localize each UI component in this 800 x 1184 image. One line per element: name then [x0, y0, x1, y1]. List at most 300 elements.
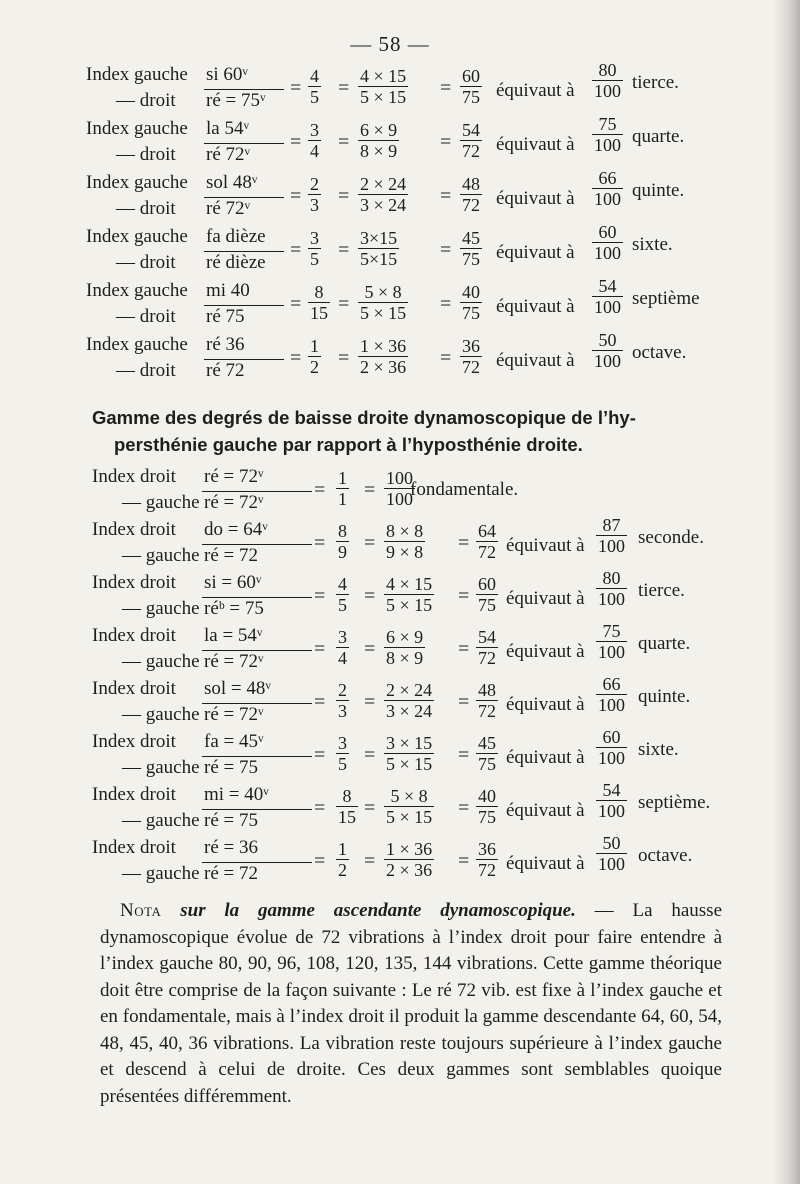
ratio-expanded-denominator: 5 × 15: [360, 303, 407, 323]
ratio-simple-numerator: 4: [310, 66, 319, 86]
ratio-expanded-numerator: 4 × 15: [360, 66, 407, 86]
heading-line-1: Gamme des degrés de baisse droite dynamoscopique de l’hy-: [92, 407, 636, 428]
row-left-note: mi = 40ᵛ: [204, 784, 269, 805]
row-left-label: Index droit: [92, 466, 176, 487]
equals-sign: =: [364, 638, 376, 660]
ratio-vibrations: [460, 66, 482, 107]
ratio-simple-numerator: 8: [314, 282, 324, 302]
ratio-simple: [336, 839, 349, 880]
equals-sign: =: [290, 347, 302, 369]
ratio-simple-numerator: 3: [338, 733, 347, 753]
row-right-label: — gauche: [122, 545, 200, 566]
row-right-label: — droit: [116, 360, 176, 381]
ratio-simple: [336, 786, 358, 827]
ratio-vibrations: [460, 120, 482, 161]
ratio-percent-numerator: 75: [602, 621, 621, 641]
ratio-simple: [308, 120, 321, 161]
table-upper: [86, 60, 726, 388]
ratio-vibrations-numerator: 48: [462, 174, 480, 194]
row-right-note: ré = 72: [204, 863, 258, 884]
row-left-label: Index droit: [92, 572, 176, 593]
ratio-vibrations: [460, 228, 482, 269]
ratio-expanded: [358, 228, 399, 269]
ratio-simple-denominator: 15: [338, 807, 356, 827]
row-right-note: ré 72ᵛ: [206, 144, 251, 165]
equals-sign: =: [440, 131, 452, 153]
equals-sign: =: [364, 797, 376, 819]
row-right-label: — gauche: [122, 757, 200, 778]
ratio-simple-denominator: 4: [338, 648, 347, 668]
row-rule: [204, 305, 284, 306]
row-right-note: ré 72: [206, 360, 245, 381]
ratio-expanded-denominator: 2 × 36: [386, 860, 433, 880]
equals-sign: =: [314, 479, 326, 501]
ratio-percent: [596, 780, 627, 821]
ratio-simple-denominator: 2: [338, 860, 347, 880]
equals-sign: =: [364, 532, 376, 554]
ratio-expanded-numerator: 5 × 8: [364, 282, 402, 302]
equals-sign: =: [440, 347, 452, 369]
equivalence-text: équivaut à: [506, 800, 585, 821]
ratio-expanded: [384, 521, 425, 562]
equals-sign: =: [290, 185, 302, 207]
equivalence-text: équivaut à: [506, 588, 585, 609]
row-left-note: mi 40: [206, 280, 250, 301]
ratio-percent-numerator: 87: [602, 515, 621, 535]
equals-sign: =: [364, 585, 376, 607]
ratio-simple-denominator: 3: [310, 195, 319, 215]
table-row: [86, 222, 726, 280]
equals-sign: =: [440, 77, 452, 99]
ratio-simple: [336, 627, 349, 668]
interval-name: octave.: [632, 342, 687, 363]
ratio-expanded-denominator: 3 × 24: [360, 195, 407, 215]
equals-sign: =: [458, 744, 470, 766]
ratio-percent-numerator: 60: [598, 222, 617, 242]
ratio-expanded: [358, 336, 408, 377]
row-right-note: ré = 72ᵛ: [204, 651, 264, 672]
ratio-vibrations-numerator: 54: [462, 120, 480, 140]
row-right-label: — droit: [116, 198, 176, 219]
row-rule: [204, 197, 284, 198]
ratio-vibrations: [476, 574, 498, 615]
equals-sign: =: [314, 744, 326, 766]
ratio-simple: [336, 521, 349, 562]
ratio-expanded-numerator: 6 × 9: [386, 627, 424, 647]
ratio-vibrations-denominator: 72: [478, 542, 496, 562]
row-right-label: — droit: [116, 90, 176, 111]
row-right-label: — gauche: [122, 651, 200, 672]
row-left-label: Index droit: [92, 678, 176, 699]
interval-name: octave.: [638, 845, 693, 866]
ratio-simple-numerator: 2: [310, 174, 319, 194]
ratio-expanded: [358, 120, 399, 161]
ratio-percent-denominator: 100: [594, 189, 621, 209]
equivalence-text: équivaut à: [496, 80, 575, 101]
equals-sign: =: [458, 850, 470, 872]
row-left-note: ré 36: [206, 334, 245, 355]
equals-sign: =: [458, 691, 470, 713]
row-rule: [204, 359, 284, 360]
ratio-simple-denominator: 3: [338, 701, 347, 721]
ratio-expanded: [384, 733, 434, 774]
equals-sign: =: [364, 744, 376, 766]
ratio-expanded: [384, 786, 434, 827]
row-rule: [204, 89, 284, 90]
row-left-note: la = 54ᵛ: [204, 625, 263, 646]
table-row: [92, 727, 732, 784]
ratio-percent-denominator: 100: [594, 351, 621, 371]
ratio-vibrations-numerator: 40: [478, 786, 496, 806]
table-row: [92, 466, 732, 519]
ratio-percent: [596, 515, 627, 556]
row-left-note: si 60ᵛ: [206, 64, 249, 85]
equals-sign: =: [440, 239, 452, 261]
equals-sign: =: [314, 797, 326, 819]
row-left-note: sol 48ᵛ: [206, 172, 258, 193]
ratio-vibrations-numerator: 60: [462, 66, 480, 86]
ratio-simple: [336, 733, 349, 774]
interval-name: quinte.: [632, 180, 685, 201]
ratio-vibrations-numerator: 45: [478, 733, 496, 753]
ratio-percent: [596, 727, 627, 768]
ratio-vibrations-numerator: 36: [478, 839, 496, 859]
equivalence-text: équivaut à: [506, 694, 585, 715]
equals-sign: =: [338, 131, 350, 153]
interval-name: tierce.: [632, 72, 679, 93]
row-left-note: do = 64ᵛ: [204, 519, 268, 540]
equals-sign: =: [290, 239, 302, 261]
heading-line-2: persthénie gauche par rapport à l’hyposthénie droite.: [114, 434, 583, 455]
row-left-note: ré = 72ᵛ: [204, 466, 264, 487]
interval-name: tierce.: [638, 580, 685, 601]
ratio-vibrations: [476, 786, 498, 827]
equivalence-text: équivaut à: [506, 853, 585, 874]
row-left-label: Index gauche: [86, 118, 188, 139]
ratio-vibrations-numerator: 40: [462, 282, 480, 302]
ratio-vibrations-denominator: 72: [462, 357, 480, 377]
equals-sign: =: [458, 532, 470, 554]
ratio-vibrations-numerator: 60: [478, 574, 496, 594]
ratio-expanded-denominator: 5 × 15: [386, 595, 433, 615]
ratio-expanded-denominator: 2 × 36: [360, 357, 407, 377]
row-left-label: Index droit: [92, 784, 176, 805]
row-right-note: ré = 72ᵛ: [204, 704, 264, 725]
interval-name: quarte.: [632, 126, 685, 147]
ratio-expanded-denominator: 9 × 8: [386, 542, 424, 562]
note-title: sur la gamme ascendante dynamoscopique.: [180, 900, 576, 921]
ratio-expanded-numerator: 1 × 36: [360, 336, 407, 356]
note-label: Nota: [120, 900, 162, 921]
ratio-vibrations-denominator: 75: [462, 303, 480, 323]
ratio-vibrations-denominator: 72: [462, 141, 480, 161]
equivalence-text: équivaut à: [506, 641, 585, 662]
row-rule: [204, 251, 284, 252]
ratio-expanded-numerator: 3 × 15: [386, 733, 433, 753]
table-row: [92, 674, 732, 731]
ratio-expanded: [358, 174, 408, 215]
ratio-vibrations-numerator: 54: [478, 627, 496, 647]
table-row: [86, 330, 726, 388]
ratio-percent-denominator: 100: [598, 801, 625, 821]
ratio-expanded-numerator: 8 × 8: [386, 521, 424, 541]
equals-sign: =: [338, 185, 350, 207]
equals-sign: =: [440, 185, 452, 207]
ratio-percent: [596, 674, 627, 715]
equals-sign: =: [314, 532, 326, 554]
interval-name: seconde.: [638, 527, 704, 548]
equals-sign: =: [314, 691, 326, 713]
ratio-expanded-denominator: 8 × 9: [360, 141, 398, 161]
ratio-percent-denominator: 100: [594, 135, 621, 155]
ratio-simple-denominator: 5: [310, 249, 319, 269]
equals-sign: =: [314, 585, 326, 607]
row-rule: [202, 862, 312, 863]
table-row: [92, 833, 732, 890]
row-right-note: ré 72ᵛ: [206, 198, 251, 219]
ratio-vibrations-denominator: 75: [462, 87, 480, 107]
row-right-label: — gauche: [122, 492, 200, 513]
row-left-note: la 54ᵛ: [206, 118, 250, 139]
ratio-percent: [592, 168, 623, 209]
ratio-vibrations-denominator: 75: [478, 595, 496, 615]
ratio-vibrations: [460, 282, 482, 323]
equals-sign: =: [314, 850, 326, 872]
ratio-vibrations-numerator: 48: [478, 680, 496, 700]
ratio-simple-numerator: 3: [338, 627, 347, 647]
ratio-percent-denominator: 100: [598, 854, 625, 874]
row-right-label: — gauche: [122, 704, 200, 725]
equivalence-text: équivaut à: [506, 747, 585, 768]
row-right-label: — droit: [116, 306, 176, 327]
ratio-simple-numerator: 2: [338, 680, 347, 700]
row-right-note: ré = 75: [204, 810, 258, 831]
row-right-label: — droit: [116, 144, 176, 165]
row-left-label: Index droit: [92, 519, 176, 540]
equals-sign: =: [458, 797, 470, 819]
ratio-expanded: [358, 282, 408, 323]
ratio-simple: [308, 336, 321, 377]
ratio-vibrations: [476, 627, 498, 668]
row-left-note: ré = 36: [204, 837, 258, 858]
ratio-percent-denominator: 100: [598, 536, 625, 556]
ratio-vibrations-denominator: 72: [478, 860, 496, 880]
ratio-simple-denominator: 5: [338, 754, 347, 774]
ratio-expanded-numerator: 3×15: [360, 228, 398, 248]
row-right-note: ré dièze: [206, 252, 266, 273]
ratio-percent-denominator: 100: [598, 748, 625, 768]
equals-sign: =: [290, 293, 302, 315]
ratio-simple-numerator: 1: [338, 839, 347, 859]
equivalence-text: équivaut à: [496, 350, 575, 371]
ratio-simple-denominator: 4: [310, 141, 319, 161]
equals-sign: =: [458, 638, 470, 660]
ratio-percent: [596, 568, 627, 609]
ratio-percent-denominator: 100: [598, 642, 625, 662]
row-right-note: ré = 75ᵛ: [206, 90, 266, 111]
ratio-percent-denominator: 100: [598, 695, 625, 715]
row-right-label: — droit: [116, 252, 176, 273]
ratio-simple-denominator: 9: [338, 542, 347, 562]
ratio-percent-numerator: 66: [602, 674, 621, 694]
ratio-percent-numerator: 50: [598, 330, 617, 350]
interval-name: sixte.: [638, 739, 679, 760]
equals-sign: =: [290, 131, 302, 153]
ratio-percent-numerator: 60: [602, 727, 621, 747]
row-left-label: Index droit: [92, 625, 176, 646]
ratio-simple-numerator: 4: [338, 574, 347, 594]
ratio-percent-numerator: 80: [602, 568, 621, 588]
equals-sign: =: [338, 347, 350, 369]
row-rule: [202, 491, 312, 492]
ratio-expanded: [358, 66, 408, 107]
ratio-simple-numerator: 8: [338, 521, 347, 541]
ratio-expanded-numerator: 2 × 24: [386, 680, 433, 700]
ratio-percent-denominator: 100: [594, 81, 621, 101]
row-right-label: — gauche: [122, 863, 200, 884]
section-heading: [92, 404, 722, 458]
table-row: [86, 114, 726, 172]
equals-sign: =: [338, 239, 350, 261]
page-number: — 58 —: [350, 32, 430, 56]
row-right-note: ré = 72: [204, 545, 258, 566]
table-row: [92, 568, 732, 625]
ratio-expanded: [384, 839, 434, 880]
ratio-percent-numerator: 66: [598, 168, 617, 188]
ratio-simple-numerator: 1: [338, 468, 347, 488]
ratio-expanded-denominator: 5 × 15: [386, 754, 433, 774]
ratio-expanded: [384, 574, 434, 615]
page-edge: [774, 0, 800, 1184]
ratio-percent: [592, 60, 623, 101]
ratio-simple-denominator: 5: [338, 595, 347, 615]
ratio-percent: [592, 222, 623, 263]
ratio-simple: [336, 574, 349, 615]
row-left-label: Index gauche: [86, 334, 188, 355]
equals-sign: =: [314, 638, 326, 660]
equivalence-text: équivaut à: [496, 242, 575, 263]
ratio-vibrations-denominator: 75: [478, 754, 496, 774]
ratio-expanded-denominator: 5×15: [360, 249, 398, 269]
equals-sign: =: [338, 77, 350, 99]
row-rule: [202, 597, 312, 598]
table-row: [86, 168, 726, 226]
ratio-expanded-numerator: 6 × 9: [360, 120, 398, 140]
row-left-label: Index gauche: [86, 280, 188, 301]
table-lower: [92, 466, 732, 890]
equals-sign: =: [364, 850, 376, 872]
interval-name: septième: [632, 288, 700, 309]
ratio-simple: [308, 174, 321, 215]
ratio-expanded-denominator: 100: [386, 489, 413, 509]
ratio-vibrations: [460, 336, 482, 377]
ratio-expanded-numerator: 1 × 36: [386, 839, 433, 859]
row-rule: [204, 143, 284, 144]
ratio-expanded-denominator: 8 × 9: [386, 648, 424, 668]
row-right-note: ré 75: [206, 306, 245, 327]
ratio-simple-numerator: 3: [310, 228, 319, 248]
row-left-note: fa dièze: [206, 226, 266, 247]
ratio-expanded-numerator: 4 × 15: [386, 574, 433, 594]
ratio-vibrations: [476, 733, 498, 774]
ratio-expanded: [384, 627, 425, 668]
ratio-percent-denominator: 100: [594, 297, 621, 317]
equivalence-text: équivaut à: [496, 188, 575, 209]
row-rule: [202, 544, 312, 545]
ratio-simple: [336, 680, 349, 721]
row-right-note: ré = 75: [204, 757, 258, 778]
note-paragraph: [100, 898, 722, 1110]
note-body: — La hausse dynamoscopique évolue de 72 vibrations à l’index droit pour faire entendre à l’index gauche 80, 90, 96, 108, 120, 135, 144 vibrations. Cette gamme théorique doit être comprise de la façon suivante : Le ré 72 vib. est fixe à l’index gauche et en fondamentale, mais à l’index droit il produit la gamme descendante 64, 60, 54, 48, 45, 40, 36 vibrations. La vibration reste toujours supérieure à l’index gauche et descend à celui de droite. Ces deux gammes sont semblables quoique présentées différemment.: [100, 900, 722, 1107]
table-row: [92, 780, 732, 837]
ratio-simple: [308, 66, 321, 107]
ratio-percent: [592, 276, 623, 317]
row-right-note: ré = 72ᵛ: [204, 492, 264, 513]
equals-sign: =: [338, 293, 350, 315]
equivalence-text: équivaut à: [506, 535, 585, 556]
ratio-simple-denominator: 15: [310, 303, 328, 323]
ratio-simple-numerator: 3: [310, 120, 319, 140]
ratio-expanded-numerator: 2 × 24: [360, 174, 407, 194]
ratio-percent-numerator: 50: [602, 833, 621, 853]
row-left-label: Index gauche: [86, 172, 188, 193]
ratio-vibrations-numerator: 45: [462, 228, 480, 248]
ratio-vibrations-denominator: 72: [478, 648, 496, 668]
row-rule: [202, 703, 312, 704]
ratio-vibrations-numerator: 64: [478, 521, 496, 541]
row-left-label: Index droit: [92, 731, 176, 752]
ratio-vibrations: [460, 174, 482, 215]
ratio-simple-denominator: 5: [310, 87, 319, 107]
ratio-percent-denominator: 100: [594, 243, 621, 263]
ratio-simple: [308, 228, 321, 269]
table-row: [86, 276, 726, 334]
interval-name: fondamentale.: [410, 479, 519, 500]
ratio-expanded-denominator: 5 × 15: [386, 807, 433, 827]
ratio-expanded: [384, 680, 434, 721]
ratio-simple: [336, 468, 349, 509]
ratio-percent-numerator: 54: [598, 276, 617, 296]
ratio-expanded-numerator: 100: [386, 468, 413, 488]
ratio-simple-numerator: 8: [342, 786, 352, 806]
ratio-percent: [592, 330, 623, 371]
interval-name: quarte.: [638, 633, 691, 654]
row-rule: [202, 809, 312, 810]
ratio-simple-numerator: 1: [310, 336, 319, 356]
ratio-percent-numerator: 54: [602, 780, 621, 800]
ratio-percent: [596, 833, 627, 874]
row-rule: [202, 756, 312, 757]
ratio-vibrations: [476, 521, 498, 562]
equals-sign: =: [440, 293, 452, 315]
interval-name: quinte.: [638, 686, 691, 707]
row-right-note: réᵇ = 75: [204, 598, 264, 619]
row-left-note: fa = 45ᵛ: [204, 731, 264, 752]
ratio-vibrations-denominator: 75: [478, 807, 496, 827]
equals-sign: =: [290, 77, 302, 99]
ratio-vibrations-denominator: 75: [462, 249, 480, 269]
ratio-vibrations: [476, 839, 498, 880]
ratio-vibrations-denominator: 72: [462, 195, 480, 215]
equals-sign: =: [364, 479, 376, 501]
row-right-label: — gauche: [122, 598, 200, 619]
ratio-simple-denominator: 1: [338, 489, 347, 509]
ratio-percent: [596, 621, 627, 662]
row-left-note: si = 60ᵛ: [204, 572, 262, 593]
equals-sign: =: [364, 691, 376, 713]
table-row: [86, 60, 726, 118]
row-left-note: sol = 48ᵛ: [204, 678, 271, 699]
